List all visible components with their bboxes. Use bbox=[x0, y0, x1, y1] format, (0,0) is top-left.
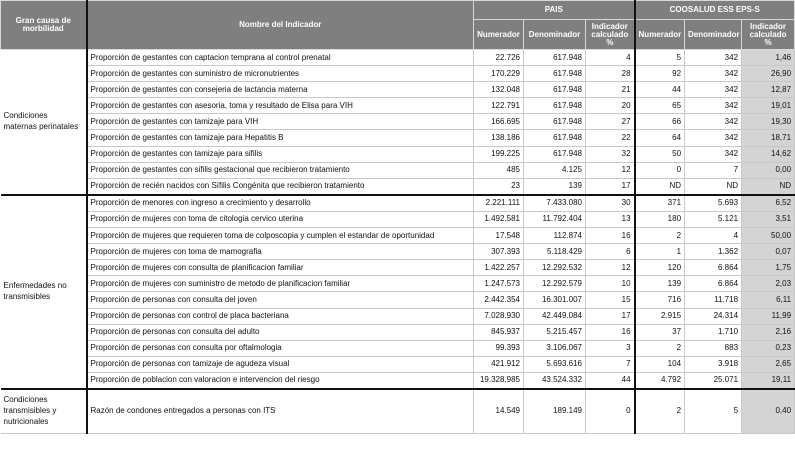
coosalud-indicador: 11,99 bbox=[742, 308, 795, 324]
indicator-name: Proporción de gestantes con suministro de micronutrientes bbox=[87, 66, 474, 82]
pais-numerador: 132.048 bbox=[474, 82, 524, 98]
pais-denominador: 11.792.404 bbox=[524, 211, 586, 227]
coosalud-numerador: 371 bbox=[635, 195, 685, 212]
indicator-name: Proporción de gestantes con tamizaje para sifilis bbox=[87, 146, 474, 162]
coosalud-indicador: 6,11 bbox=[742, 292, 795, 308]
coosalud-numerador: 92 bbox=[635, 66, 685, 82]
coosalud-indicador: 0,23 bbox=[742, 340, 795, 356]
table-row bbox=[1, 372, 795, 389]
coosalud-denominador: 342 bbox=[685, 130, 742, 146]
pais-denominador: 617.948 bbox=[524, 82, 586, 98]
indicator-name: Proporción de gestantes con consejeria de lactancia materna bbox=[87, 82, 474, 98]
pais-indicador: 30 bbox=[586, 195, 635, 212]
indicator-name: Proporción de personas con control de placa bacteriana bbox=[87, 308, 474, 324]
pais-indicador: 27 bbox=[586, 114, 635, 130]
coosalud-numerador: 2.915 bbox=[635, 308, 685, 324]
coosalud-numerador: 50 bbox=[635, 146, 685, 162]
coosalud-denominador: 342 bbox=[685, 50, 742, 66]
pais-numerador: 22.726 bbox=[474, 50, 524, 66]
table-row bbox=[1, 340, 795, 356]
coosalud-indicador: 1,46 bbox=[742, 50, 795, 66]
indicator-name: Proporción de mujeres con toma de citologia cervico uterina bbox=[87, 211, 474, 227]
coosalud-numerador: 65 bbox=[635, 98, 685, 114]
indicator-name: Proporción de personas con consulta por oftalmologia bbox=[87, 340, 474, 356]
coosalud-denominador: 4 bbox=[685, 228, 742, 244]
table-row bbox=[1, 308, 795, 324]
indicator-name: Proporción de personas con consulta del adulto bbox=[87, 324, 474, 340]
pais-numerador: 166.695 bbox=[474, 114, 524, 130]
coosalud-indicador: 12,87 bbox=[742, 82, 795, 98]
header-coosalud-indicador: Indicador calculado % bbox=[742, 20, 795, 50]
coosalud-numerador: 104 bbox=[635, 356, 685, 372]
indicator-name: Proporción de mujeres que requieren toma de colposcopia y cumplen el estandar de oportunidad bbox=[87, 228, 474, 244]
coosalud-indicador: 26,90 bbox=[742, 66, 795, 82]
pais-indicador: 13 bbox=[586, 211, 635, 227]
pais-numerador: 1.492.581 bbox=[474, 211, 524, 227]
table-row bbox=[1, 276, 795, 292]
pais-indicador: 6 bbox=[586, 244, 635, 260]
pais-numerador: 421.912 bbox=[474, 356, 524, 372]
pais-numerador: 845.937 bbox=[474, 324, 524, 340]
pais-denominador: 12.292.579 bbox=[524, 276, 586, 292]
table-row bbox=[1, 162, 795, 178]
coosalud-numerador: ND bbox=[635, 178, 685, 195]
indicator-name: Proporción de mujeres con toma de mamografia bbox=[87, 244, 474, 260]
indicator-name: Proporción de personas con tamizaje de agudeza visual bbox=[87, 356, 474, 372]
pais-indicador: 22 bbox=[586, 130, 635, 146]
indicator-name: Proporción de gestantes con tamizaje para VIH bbox=[87, 114, 474, 130]
pais-indicador: 4 bbox=[586, 50, 635, 66]
pais-indicador: 16 bbox=[586, 228, 635, 244]
coosalud-indicador: 19,11 bbox=[742, 372, 795, 389]
indicator-name: Proporción de gestantes con tamizaje para Hepatitis B bbox=[87, 130, 474, 146]
pais-numerador: 19.328.985 bbox=[474, 372, 524, 389]
table-body bbox=[1, 50, 795, 434]
coosalud-numerador: 66 bbox=[635, 114, 685, 130]
indicator-name: Proporción de gestantes con sifilis gestacional que recibieron tratamiento bbox=[87, 162, 474, 178]
coosalud-indicador: 0,40 bbox=[742, 389, 795, 434]
header-pais: PAIS bbox=[474, 1, 635, 20]
table-row bbox=[1, 66, 795, 82]
table-row bbox=[1, 211, 795, 227]
table-row bbox=[1, 260, 795, 276]
pais-numerador: 14.549 bbox=[474, 389, 524, 434]
coosalud-numerador: 1 bbox=[635, 244, 685, 260]
coosalud-numerador: 4.792 bbox=[635, 372, 685, 389]
table-row bbox=[1, 244, 795, 260]
pais-denominador: 617.948 bbox=[524, 130, 586, 146]
pais-indicador: 7 bbox=[586, 356, 635, 372]
coosalud-numerador: 64 bbox=[635, 130, 685, 146]
coosalud-denominador: 1.710 bbox=[685, 324, 742, 340]
pais-numerador: 7.028.930 bbox=[474, 308, 524, 324]
pais-denominador: 5.693.616 bbox=[524, 356, 586, 372]
coosalud-indicador: 3,51 bbox=[742, 211, 795, 227]
table-row bbox=[1, 228, 795, 244]
pais-numerador: 99.393 bbox=[474, 340, 524, 356]
coosalud-denominador: 342 bbox=[685, 82, 742, 98]
header-indicator: Nombre del Indicador bbox=[87, 1, 474, 50]
coosalud-numerador: 44 bbox=[635, 82, 685, 98]
coosalud-denominador: 24.314 bbox=[685, 308, 742, 324]
coosalud-numerador: 5 bbox=[635, 50, 685, 66]
header-pais-indicador: Indicador calculado % bbox=[586, 20, 635, 50]
pais-denominador: 16.301.007 bbox=[524, 292, 586, 308]
pais-denominador: 43.524.332 bbox=[524, 372, 586, 389]
coosalud-denominador: 342 bbox=[685, 98, 742, 114]
pais-denominador: 189.149 bbox=[524, 389, 586, 434]
indicator-name: Proporción de gestantes con asesoria, toma y resultado de Elisa para VIH bbox=[87, 98, 474, 114]
coosalud-denominador: 5.693 bbox=[685, 195, 742, 212]
coosalud-indicador: ND bbox=[742, 178, 795, 195]
coosalud-indicador: 19,01 bbox=[742, 98, 795, 114]
coosalud-indicador: 0,07 bbox=[742, 244, 795, 260]
coosalud-denominador: 7 bbox=[685, 162, 742, 178]
pais-indicador: 10 bbox=[586, 276, 635, 292]
indicator-name: Proporción de poblacion con valoracion e intervencion del riesgo bbox=[87, 372, 474, 389]
table-row bbox=[1, 195, 795, 212]
coosalud-numerador: 2 bbox=[635, 228, 685, 244]
pais-indicador: 0 bbox=[586, 389, 635, 434]
coosalud-numerador: 120 bbox=[635, 260, 685, 276]
pais-numerador: 485 bbox=[474, 162, 524, 178]
coosalud-indicador: 50,00 bbox=[742, 228, 795, 244]
coosalud-indicador: 6,52 bbox=[742, 195, 795, 212]
pais-denominador: 4.125 bbox=[524, 162, 586, 178]
pais-denominador: 617.948 bbox=[524, 114, 586, 130]
pais-numerador: 17.548 bbox=[474, 228, 524, 244]
cause-group-label: Condiciones transmisibles y nutricionales bbox=[1, 389, 87, 434]
coosalud-indicador: 1,75 bbox=[742, 260, 795, 276]
pais-numerador: 1.422.257 bbox=[474, 260, 524, 276]
coosalud-indicador: 18,71 bbox=[742, 130, 795, 146]
pais-numerador: 2.442.354 bbox=[474, 292, 524, 308]
indicator-name: Proporción de gestantes con captacion temprana al control prenatal bbox=[87, 50, 474, 66]
pais-denominador: 139 bbox=[524, 178, 586, 195]
indicator-name: Proporción de menores con ingreso a crecimiento y desarrollo bbox=[87, 195, 474, 212]
table-row bbox=[1, 292, 795, 308]
indicator-name: Proporción de recién nacidos con Sífilis Congénita que recibieron tratamiento bbox=[87, 178, 474, 195]
pais-indicador: 21 bbox=[586, 82, 635, 98]
pais-numerador: 122.791 bbox=[474, 98, 524, 114]
indicator-name: Proporción de mujeres con consulta de planificacion familiar bbox=[87, 260, 474, 276]
coosalud-numerador: 2 bbox=[635, 389, 685, 434]
coosalud-denominador: 342 bbox=[685, 114, 742, 130]
pais-indicador: 17 bbox=[586, 308, 635, 324]
pais-indicador: 16 bbox=[586, 324, 635, 340]
coosalud-indicador: 19,30 bbox=[742, 114, 795, 130]
pais-indicador: 44 bbox=[586, 372, 635, 389]
pais-numerador: 138.186 bbox=[474, 130, 524, 146]
pais-denominador: 7.433.080 bbox=[524, 195, 586, 212]
pais-indicador: 28 bbox=[586, 66, 635, 82]
coosalud-indicador: 2,16 bbox=[742, 324, 795, 340]
coosalud-numerador: 37 bbox=[635, 324, 685, 340]
pais-numerador: 1.247.573 bbox=[474, 276, 524, 292]
header-pais-numerador: Numerador bbox=[474, 20, 524, 50]
header-coosalud-numerador: Numerador bbox=[635, 20, 685, 50]
table-row bbox=[1, 178, 795, 195]
coosalud-numerador: 139 bbox=[635, 276, 685, 292]
coosalud-indicador: 2,65 bbox=[742, 356, 795, 372]
table-row bbox=[1, 130, 795, 146]
header-pais-denominador: Denominador bbox=[524, 20, 586, 50]
coosalud-indicador: 0,00 bbox=[742, 162, 795, 178]
indicator-name: Proporción de personas con consulta del joven bbox=[87, 292, 474, 308]
pais-denominador: 3.106.067 bbox=[524, 340, 586, 356]
coosalud-denominador: ND bbox=[685, 178, 742, 195]
coosalud-denominador: 883 bbox=[685, 340, 742, 356]
pais-numerador: 2.221.111 bbox=[474, 195, 524, 212]
coosalud-numerador: 180 bbox=[635, 211, 685, 227]
table-row bbox=[1, 356, 795, 372]
pais-indicador: 12 bbox=[586, 260, 635, 276]
pais-denominador: 617.948 bbox=[524, 146, 586, 162]
coosalud-denominador: 342 bbox=[685, 146, 742, 162]
table-row bbox=[1, 324, 795, 340]
pais-denominador: 617.948 bbox=[524, 98, 586, 114]
coosalud-denominador: 6.864 bbox=[685, 276, 742, 292]
coosalud-numerador: 2 bbox=[635, 340, 685, 356]
indicator-name: Razón de condones entregados a personas con ITS bbox=[87, 389, 474, 434]
table-row bbox=[1, 146, 795, 162]
cause-group-label: Condiciones maternas perinatales bbox=[1, 50, 87, 195]
table-row bbox=[1, 82, 795, 98]
pais-indicador: 32 bbox=[586, 146, 635, 162]
coosalud-denominador: 25.071 bbox=[685, 372, 742, 389]
pais-indicador: 3 bbox=[586, 340, 635, 356]
pais-numerador: 199.225 bbox=[474, 146, 524, 162]
table-row bbox=[1, 389, 795, 434]
coosalud-denominador: 1.362 bbox=[685, 244, 742, 260]
pais-indicador: 15 bbox=[586, 292, 635, 308]
cause-group-label: Enfermedades no transmisibles bbox=[1, 195, 87, 389]
coosalud-denominador: 342 bbox=[685, 66, 742, 82]
pais-denominador: 42.449.084 bbox=[524, 308, 586, 324]
header-coosalud-denominador: Denominador bbox=[685, 20, 742, 50]
coosalud-denominador: 5.121 bbox=[685, 211, 742, 227]
coosalud-numerador: 0 bbox=[635, 162, 685, 178]
pais-denominador: 617.948 bbox=[524, 50, 586, 66]
pais-indicador: 17 bbox=[586, 178, 635, 195]
header-cause: Gran causa de morbilidad bbox=[1, 1, 87, 50]
pais-numerador: 170.229 bbox=[474, 66, 524, 82]
pais-numerador: 23 bbox=[474, 178, 524, 195]
pais-denominador: 5.215.457 bbox=[524, 324, 586, 340]
coosalud-denominador: 6.864 bbox=[685, 260, 742, 276]
pais-indicador: 20 bbox=[586, 98, 635, 114]
pais-denominador: 617.948 bbox=[524, 66, 586, 82]
coosalud-indicador: 2,03 bbox=[742, 276, 795, 292]
pais-denominador: 5.118.429 bbox=[524, 244, 586, 260]
coosalud-numerador: 716 bbox=[635, 292, 685, 308]
table-row bbox=[1, 50, 795, 66]
pais-numerador: 307.393 bbox=[474, 244, 524, 260]
table-row bbox=[1, 98, 795, 114]
header-coosalud: COOSALUD ESS EPS-S bbox=[635, 1, 795, 20]
pais-indicador: 12 bbox=[586, 162, 635, 178]
coosalud-denominador: 11.718 bbox=[685, 292, 742, 308]
pais-denominador: 12.292.532 bbox=[524, 260, 586, 276]
coosalud-denominador: 3.918 bbox=[685, 356, 742, 372]
coosalud-indicador: 14,62 bbox=[742, 146, 795, 162]
indicator-name: Proporción de mujeres con suministro de metodo de planificacion familiar bbox=[87, 276, 474, 292]
coosalud-denominador: 5 bbox=[685, 389, 742, 434]
pais-denominador: 112.874 bbox=[524, 228, 586, 244]
table-row bbox=[1, 114, 795, 130]
